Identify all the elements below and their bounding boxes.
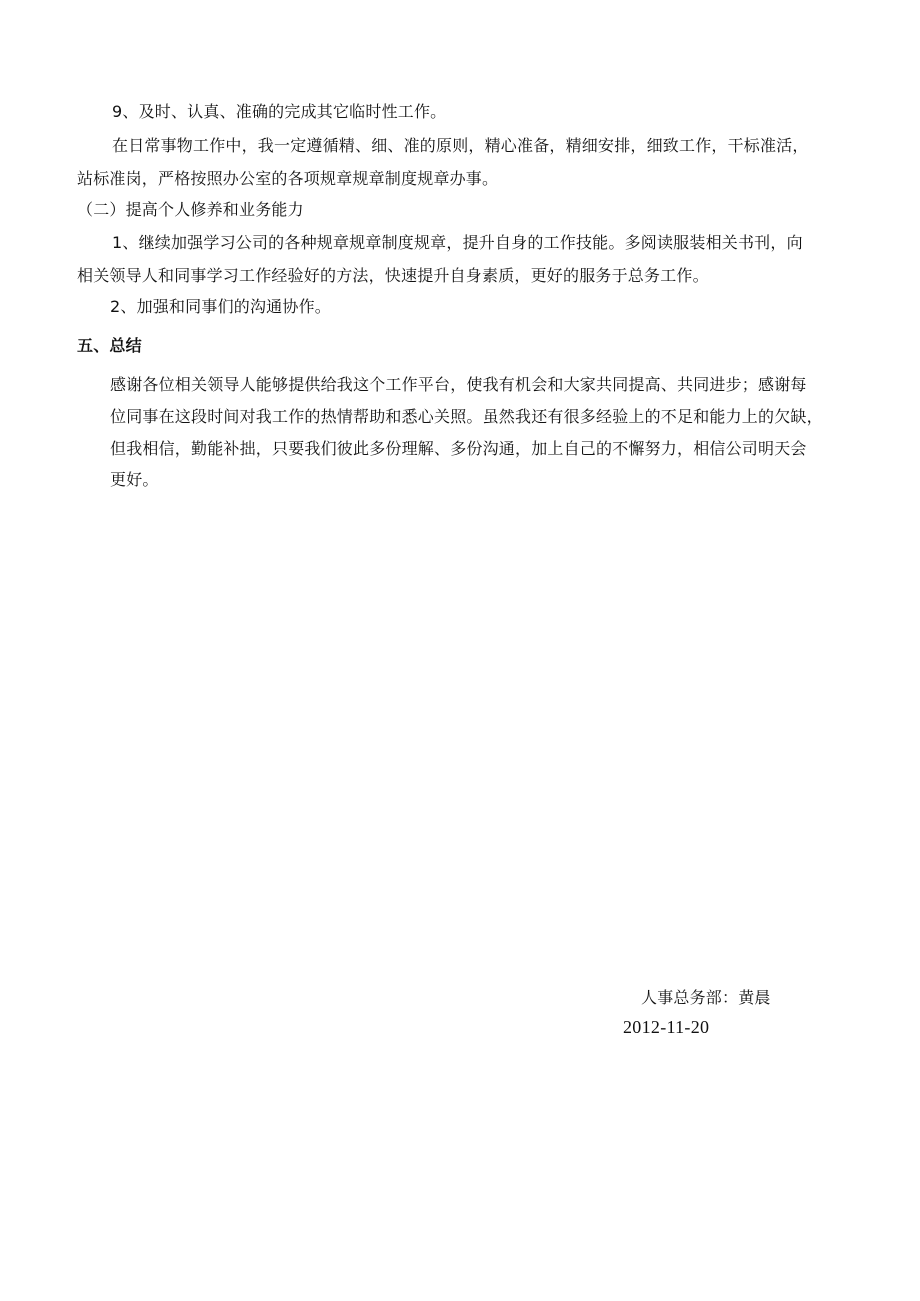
paragraph-line: 站标准岗，严格按照办公室的各项规章规章制度规章办事。 <box>77 169 499 188</box>
paragraph-line: 相关领导人和同事学习工作经验好的方法，快速提升自身素质，更好的服务于总务工作。 <box>77 266 709 285</box>
section-subtitle: （二）提高个人修养和业务能力 <box>77 200 304 219</box>
paragraph-line: 在日常事物工作中，我一定遵循精、细、准的原则，精心准备，精细安排，细致工作，干标准活， <box>112 136 809 155</box>
conclusion-line: 更好。 <box>110 470 159 489</box>
signature-text: 人事总务部：黄晨 <box>641 988 771 1007</box>
task-item-9: 9、及时、认真、准确的完成其它临时性工作。 <box>112 102 447 121</box>
paragraph-line: 2、加强和同事们的沟通协作。 <box>110 297 331 316</box>
conclusion-line: 感谢各位相关领导人能够提供给我这个工作平台，使我有机会和大家共同提高、共同进步；感谢每 <box>110 375 807 394</box>
section-heading: 五、总结 <box>77 336 142 355</box>
conclusion-line: 位同事在这段时间对我工作的热情帮助和悉心关照。虽然我还有很多经验上的不足和能力上的欠缺， <box>110 407 823 426</box>
paragraph-line: 1、继续加强学习公司的各种规章规章制度规章，提升自身的工作技能。多阅读服装相关书刊，向 <box>112 233 803 252</box>
conclusion-line: 但我相信，勤能补拙，只要我们彼此多份理解、多份沟通，加上自己的不懈努力，相信公司明天会 <box>110 439 807 458</box>
document-date: 2012-11-20 <box>623 1017 710 1037</box>
